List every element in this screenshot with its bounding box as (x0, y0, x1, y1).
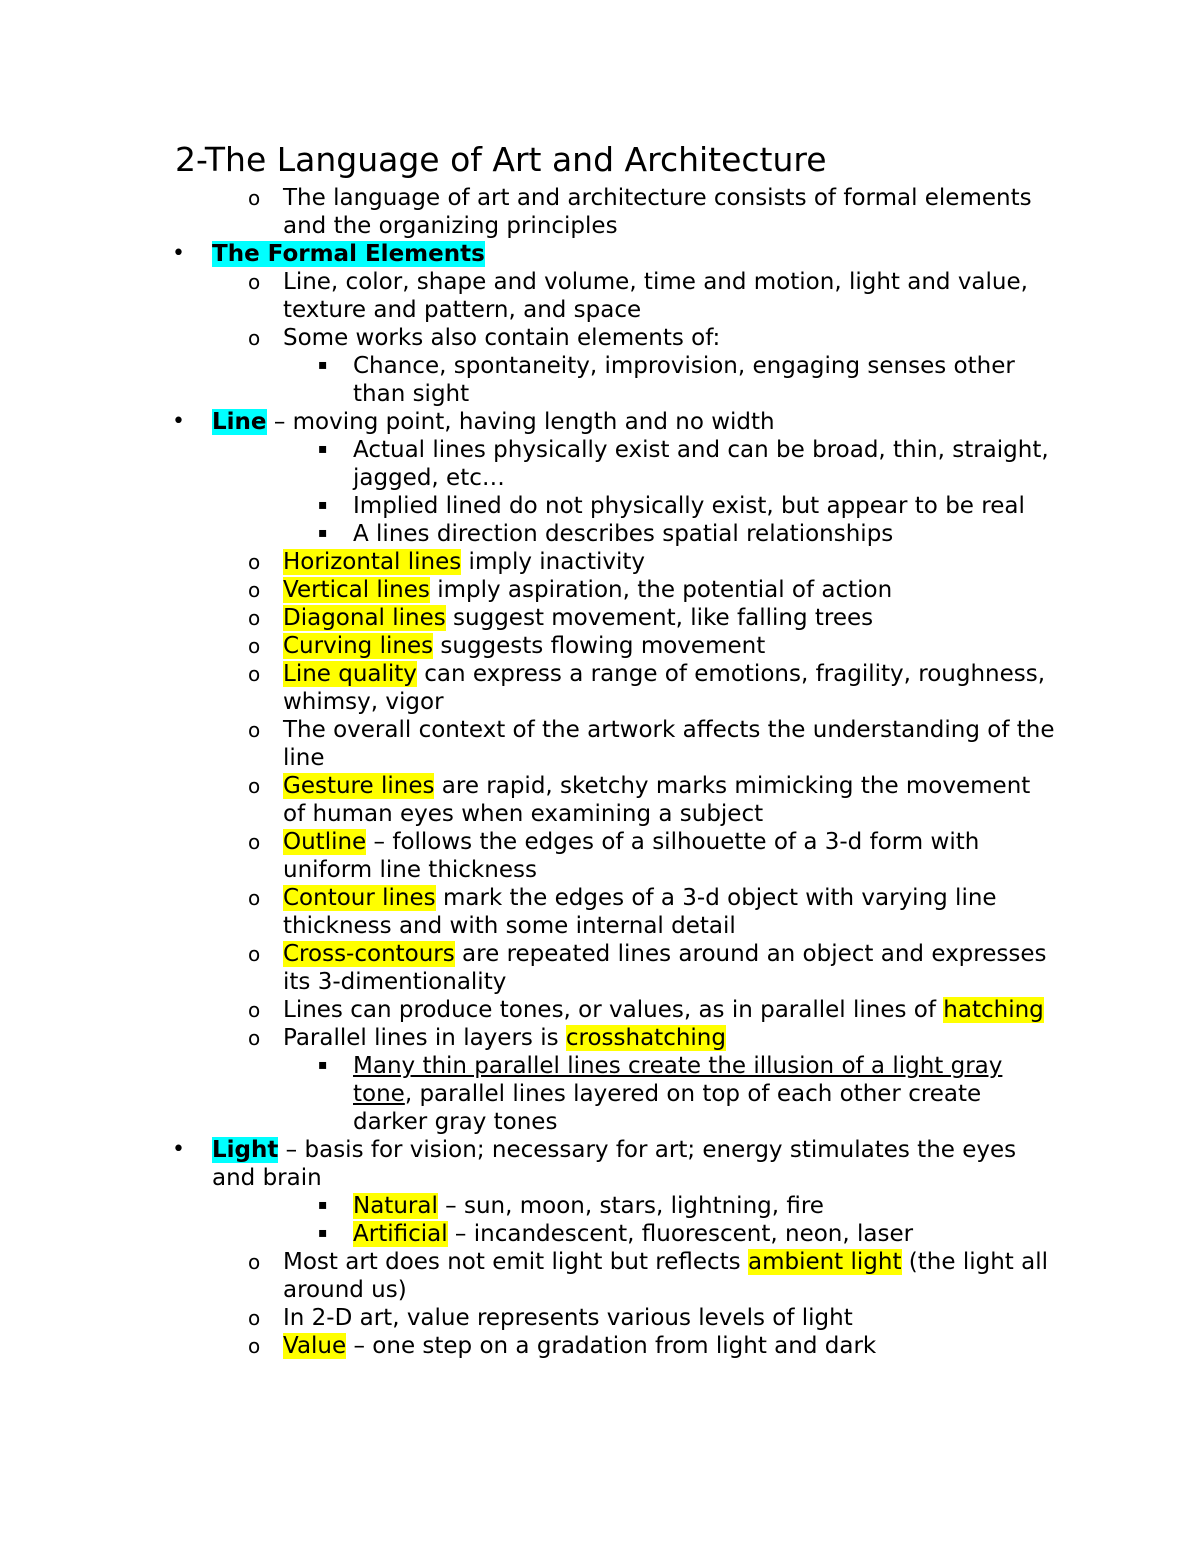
square-marker: ▪ (318, 1197, 328, 1213)
text-run: – follows the edges of a silhouette of a 3-d form with uniform line thickness (283, 829, 980, 883)
text-run: suggests flowing movement (433, 633, 766, 659)
outline-item-level-2 (175, 1304, 1055, 1332)
document-page (172, 138, 1055, 1360)
text-run: Most art does not emit light but reflects (283, 1249, 748, 1275)
text-run: (the light all around us) (283, 1249, 1049, 1303)
outline-item-level-2 (175, 884, 1055, 940)
outline-item-level-3 (175, 1052, 1055, 1136)
text-run: Line, color, shape and volume, time and motion, light and value, texture and pattern, and space (283, 269, 1028, 323)
underlined-text: Many thin parallel lines create the illusion of a light gray tone (353, 1053, 1003, 1107)
outline-item-level-2 (175, 548, 1055, 576)
outline-item-level-1 (172, 1136, 1055, 1192)
text-run: – moving point, having length and no width (266, 409, 775, 435)
highlighted-term: Horizontal lines (283, 549, 462, 575)
highlighted-term: Value (283, 1333, 347, 1359)
text-run: Some works also contain elements of: (283, 325, 721, 351)
circle-marker: o (248, 1334, 261, 1358)
text-run: In 2-D art, value represents various levels of light (283, 1305, 853, 1331)
circle-marker: o (248, 1026, 261, 1050)
circle-marker: o (248, 550, 261, 574)
circle-marker: o (248, 942, 261, 966)
circle-marker: o (248, 186, 261, 210)
circle-marker: o (248, 634, 261, 658)
circle-marker: o (248, 998, 261, 1022)
text-run: – basis for vision; necessary for art; energy stimulates the eyes and brain (212, 1137, 1017, 1191)
circle-marker: o (248, 662, 261, 686)
outline-item-level-2 (175, 1248, 1055, 1304)
bullet-marker: • (172, 241, 185, 266)
circle-marker: o (248, 718, 261, 742)
bullet-marker: • (172, 1137, 185, 1162)
page-title: 2-The Language of Art and Architecture (175, 140, 827, 179)
highlighted-term: Curving lines (283, 633, 434, 659)
outline-item-level-2 (175, 324, 1055, 352)
highlighted-term: Diagonal lines (283, 605, 446, 631)
circle-marker: o (248, 774, 261, 798)
outline-item-level-2 (175, 1332, 1055, 1360)
circle-marker: o (248, 886, 261, 910)
text-run: are rapid, sketchy marks mimicking the movement of human eyes when examining a subject (283, 773, 1031, 827)
outline-item-level-2 (175, 772, 1055, 828)
highlighted-term: Gesture lines (283, 773, 435, 799)
text-run: imply inactivity (461, 549, 646, 575)
square-marker: ▪ (318, 497, 328, 513)
text-run: Lines can produce tones, or values, as in parallel lines of (283, 997, 944, 1023)
outline-item-level-2 (175, 1024, 1055, 1052)
section-heading: Light (212, 1137, 279, 1163)
outline-item-level-2 (175, 940, 1055, 996)
square-marker: ▪ (318, 357, 328, 373)
bullet-marker: • (172, 409, 185, 434)
outline-item-level-3 (175, 520, 1055, 548)
highlighted-term: crosshatching (565, 1025, 726, 1051)
text-run: Implied lined do not physically exist, but appear to be real (353, 493, 1025, 519)
outline-item-level-3 (175, 1220, 1055, 1248)
highlighted-term: ambient light (747, 1249, 902, 1275)
outline-item-level-2 (175, 660, 1055, 716)
text-run: imply aspiration, the potential of action (429, 577, 893, 603)
section-heading: Line (212, 409, 267, 435)
text-run: The language of art and architecture consists of formal elements and the organizing principles (283, 185, 1032, 239)
highlighted-term: Line quality (283, 661, 417, 687)
outline-item-level-2 (175, 184, 1055, 240)
outline-item-level-3 (175, 436, 1055, 492)
highlighted-term: Contour lines (283, 885, 436, 911)
text-run: – sun, moon, stars, lightning, fire (437, 1193, 824, 1219)
highlighted-term: Cross-contours (283, 941, 455, 967)
text-run: A lines direction describes spatial relationships (353, 521, 894, 547)
square-marker: ▪ (318, 441, 328, 457)
outline-item-level-2 (175, 604, 1055, 632)
outline-item-level-3 (175, 1192, 1055, 1220)
highlighted-term: Natural (353, 1193, 438, 1219)
outline-list (172, 184, 1055, 1360)
text-run: are repeated lines around an object and expresses its 3-dimentionality (283, 941, 1047, 995)
outline-item-level-2 (175, 996, 1055, 1024)
outline-item-level-3 (175, 492, 1055, 520)
text-run: Actual lines physically exist and can be broad, thin, straight, jagged, etc… (353, 437, 1049, 491)
circle-marker: o (248, 830, 261, 854)
circle-marker: o (248, 578, 261, 602)
highlighted-term: hatching (943, 997, 1044, 1023)
text-run: The overall context of the artwork affects the understanding of the line (283, 717, 1055, 771)
circle-marker: o (248, 270, 261, 294)
outline-item-level-2 (175, 632, 1055, 660)
square-marker: ▪ (318, 525, 328, 541)
outline-item-level-3 (175, 352, 1055, 408)
text-run: – incandescent, fluorescent, neon, laser (447, 1221, 914, 1247)
highlighted-term: Artificial (353, 1221, 448, 1247)
highlighted-term: Outline (283, 829, 367, 855)
outline-item-level-2 (175, 716, 1055, 772)
section-heading: The Formal Elements (212, 241, 485, 267)
text-run: mark the edges of a 3-d object with varying line thickness and with some internal detail (283, 885, 997, 939)
circle-marker: o (248, 1250, 261, 1274)
highlighted-term: Vertical lines (283, 577, 430, 603)
square-marker: ▪ (318, 1057, 328, 1073)
outline-item-level-1 (172, 408, 1055, 436)
text-run: , parallel lines layered on top of each other create darker gray tones (353, 1081, 982, 1135)
square-marker: ▪ (318, 1225, 328, 1241)
circle-marker: o (248, 1306, 261, 1330)
text-run: can express a range of emotions, fragility, roughness, whimsy, vigor (283, 661, 1046, 715)
outline-item-level-1 (172, 240, 1055, 268)
outline-item-level-2 (175, 576, 1055, 604)
text-run: Parallel lines in layers is (283, 1025, 566, 1051)
text-run: – one step on a gradation from light and dark (346, 1333, 877, 1359)
circle-marker: o (248, 606, 261, 630)
outline-item-level-2 (175, 268, 1055, 324)
text-run: Chance, spontaneity, improvision, engaging senses other than sight (353, 353, 1015, 407)
text-run: suggest movement, like falling trees (445, 605, 874, 631)
circle-marker: o (248, 326, 261, 350)
outline-item-level-2 (175, 828, 1055, 884)
